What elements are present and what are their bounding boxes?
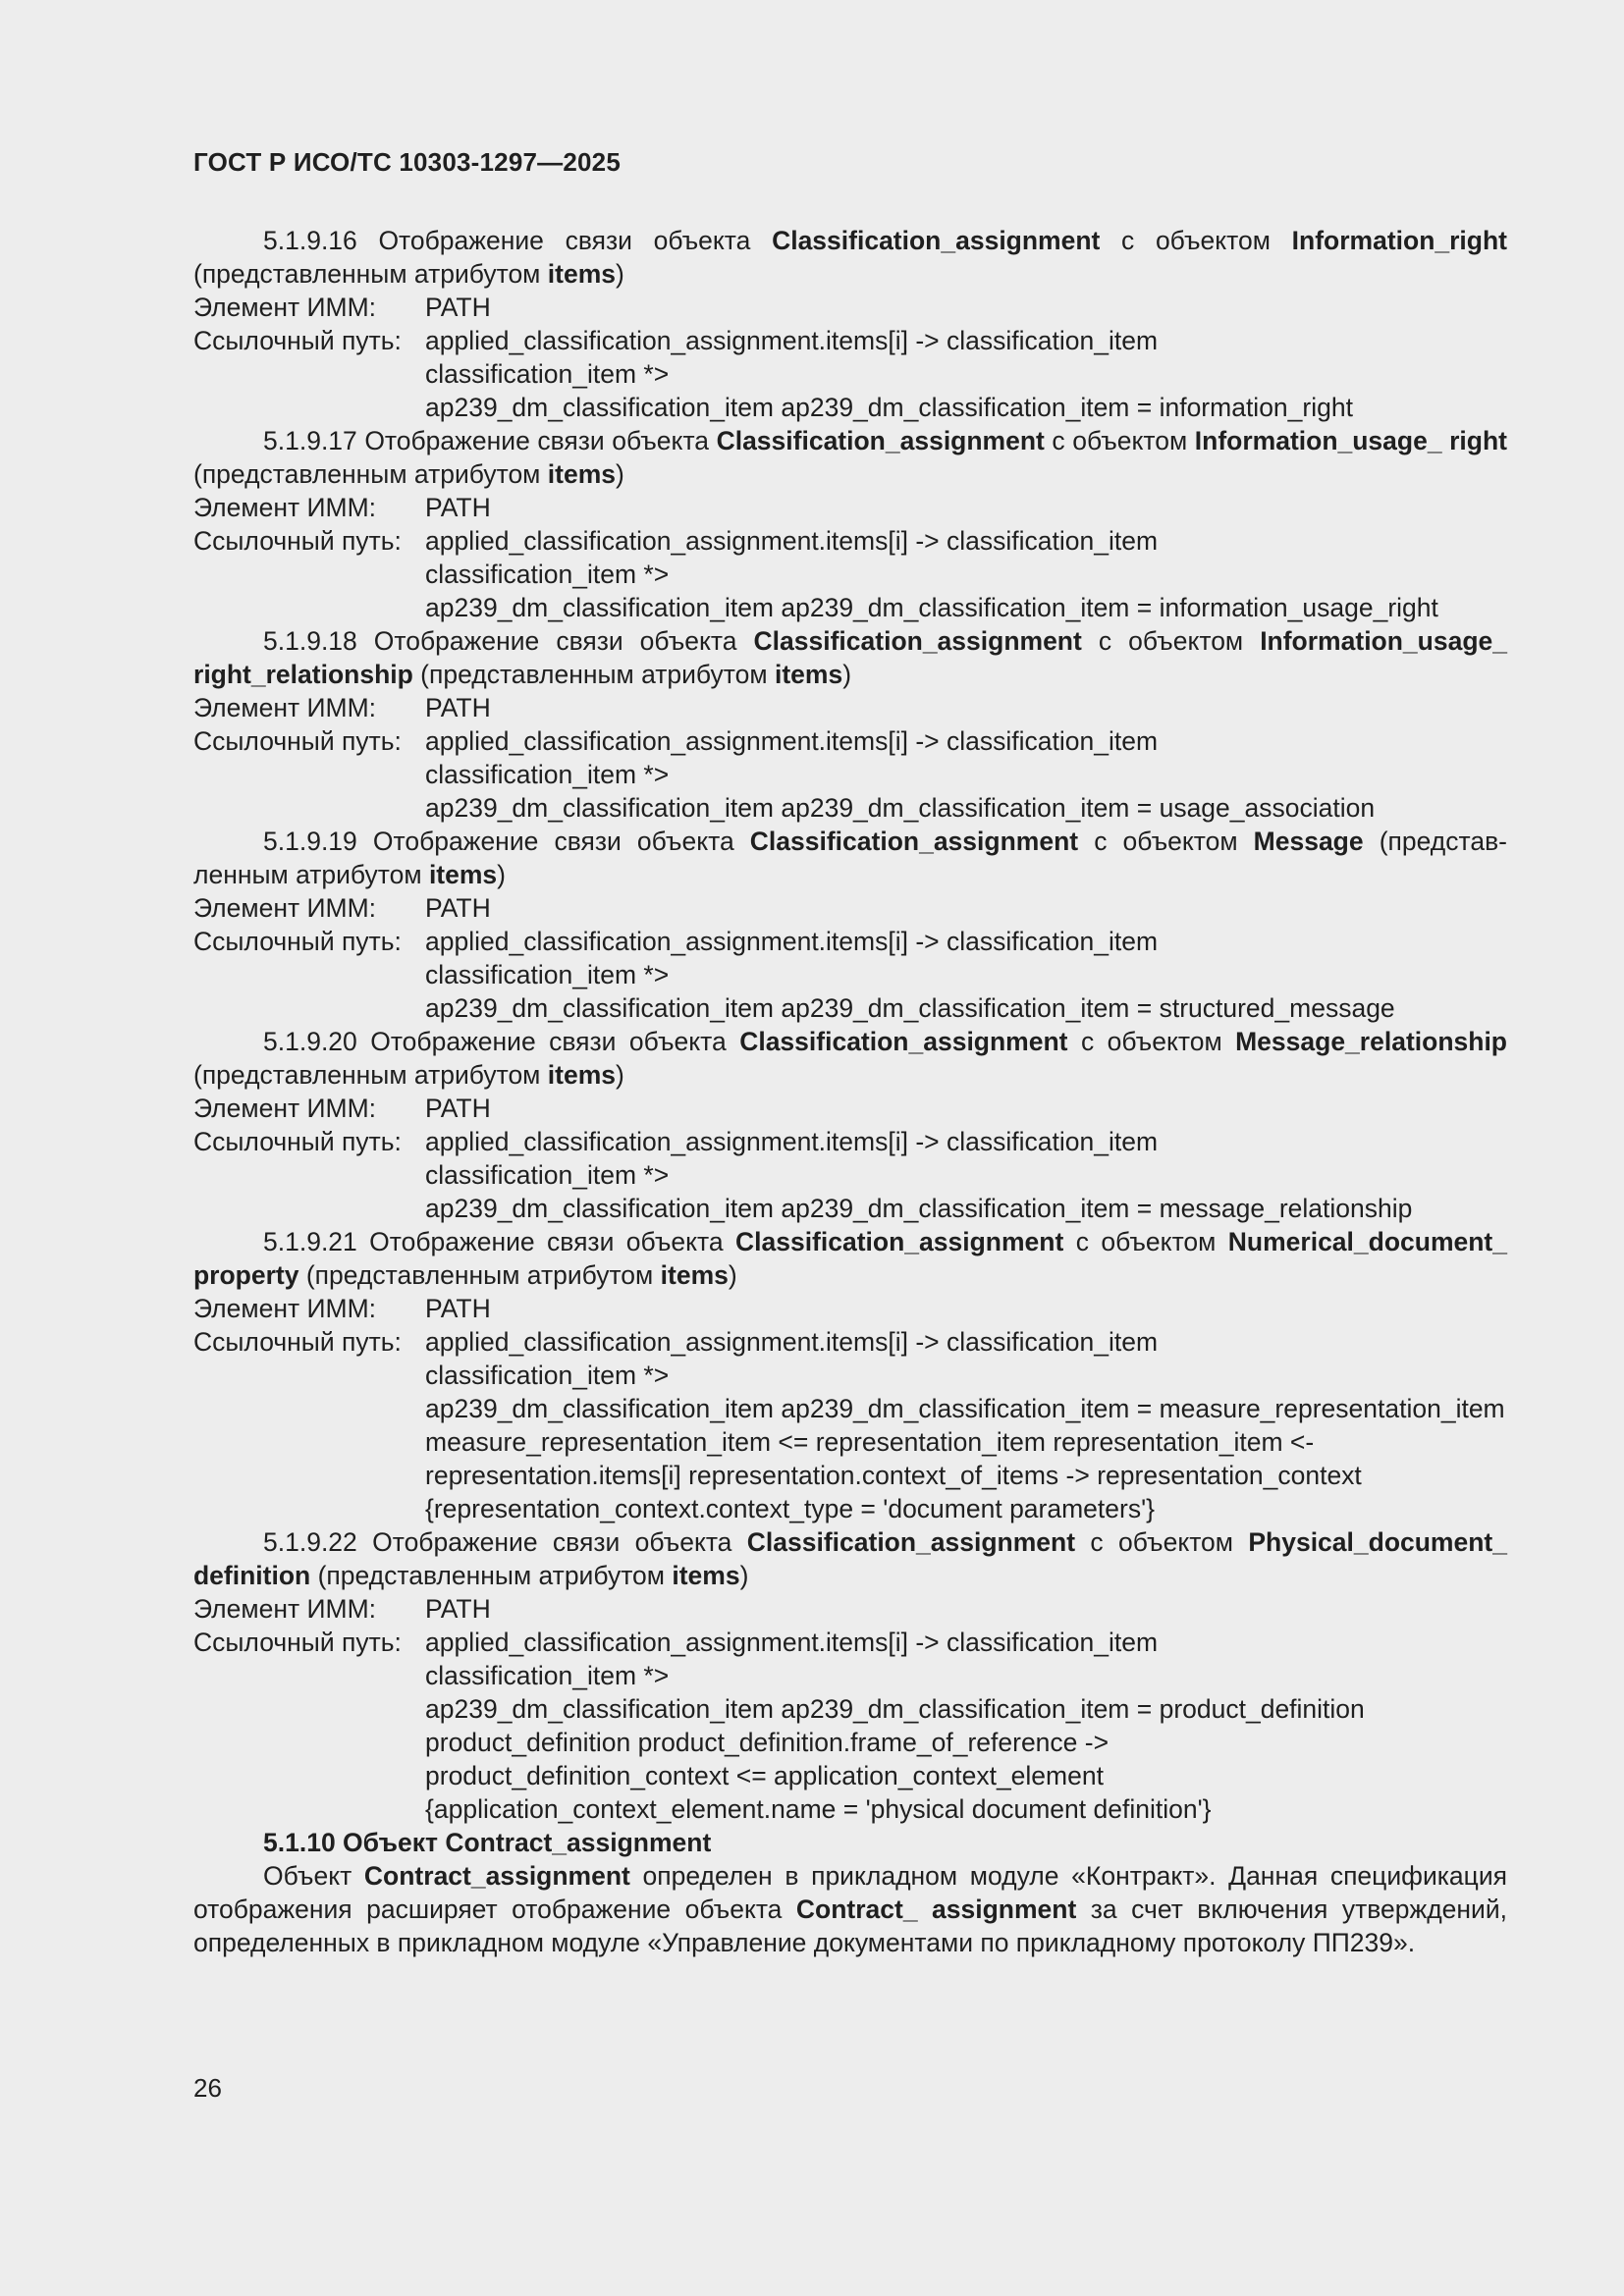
- heading-text: ): [728, 1260, 737, 1290]
- path-line: classification_item *>: [425, 960, 670, 989]
- heading-text: ): [616, 459, 624, 489]
- element-value: [425, 1592, 1507, 1626]
- heading-text: 5.1.9.21 Отображение связи объекта: [263, 1227, 735, 1256]
- element-label: Элемент ИММ:: [193, 1094, 377, 1123]
- path-label: Ссылочный путь:: [193, 326, 402, 355]
- bold-term: Message_relationship: [1235, 1027, 1507, 1056]
- path-label: Ссылочный путь:: [193, 526, 402, 556]
- mapping-section: [193, 624, 1507, 825]
- heading-text: 5.1.9.22 Отображение связи объекта: [263, 1527, 747, 1557]
- bold-term: Classification_assignment: [753, 626, 1082, 656]
- heading-text: ): [497, 860, 506, 889]
- path-line: ap239_dm_classification_item ap239_dm_classification_item = structured_message: [425, 993, 1395, 1023]
- element-label: Элемент ИММ:: [193, 693, 377, 722]
- bold-term: items: [428, 860, 498, 889]
- path-row: [193, 925, 1507, 1025]
- bold-term: Classification_assignment: [716, 426, 1045, 455]
- section-heading: [193, 1525, 1507, 1592]
- bold-term: Numerical_document_ property: [193, 1227, 1507, 1290]
- heading-text: 5.1.9.16 Отображение связи объекта: [263, 226, 773, 255]
- element-value-text: PATH: [425, 1294, 491, 1323]
- path-line: classification_item *>: [425, 1361, 670, 1390]
- path-line: classification_item *>: [425, 760, 670, 789]
- paragraph-text: за счет включения утверждений, определенных в прикладном модуле «Управление документами по прикладному протоколу ПП239».: [193, 1895, 1507, 1957]
- section-heading: [193, 424, 1507, 491]
- heading-text: (представленным атрибутом: [310, 1561, 673, 1590]
- bold-term: Information_right: [1291, 226, 1507, 255]
- path-line: applied_classification_assignment.items[i] -> classification_item: [425, 326, 1159, 355]
- bold-term: items: [547, 1060, 616, 1090]
- element-value: [425, 691, 1507, 724]
- path-line: applied_classification_assignment.items[i] -> classification_item: [425, 1127, 1159, 1156]
- heading-text: с объектом: [1044, 426, 1195, 455]
- heading-text: (представленным атрибутом: [193, 459, 548, 489]
- heading-text: с объектом: [1075, 1527, 1249, 1557]
- element-row: [193, 291, 1507, 324]
- path-line: applied_classification_assignment.items[i] -> classification_item: [425, 726, 1159, 756]
- path-line: classification_item *>: [425, 359, 670, 389]
- path-label: Ссылочный путь:: [193, 1327, 402, 1357]
- element-label: Элемент ИММ:: [193, 493, 377, 522]
- heading-text: с объектом: [1100, 226, 1292, 255]
- heading-text: 5.1.9.18 Отображение связи объекта: [263, 626, 754, 656]
- element-label: Элемент ИММ:: [193, 1594, 377, 1624]
- element-row: [193, 491, 1507, 524]
- subsection-paragraph: [193, 1859, 1507, 1959]
- path-line: classification_item *>: [425, 560, 670, 589]
- element-row: [193, 1092, 1507, 1125]
- element-value: [425, 1292, 1507, 1325]
- bold-term: Classification_assignment: [746, 1527, 1076, 1557]
- element-value-text: PATH: [425, 1094, 491, 1123]
- paragraph-text: определен в прикладном модуле «Контракт». Данная спецификация отображения расширяет отображение объекта: [193, 1861, 1508, 1924]
- element-value-text: PATH: [425, 293, 491, 322]
- element-value: [425, 891, 1507, 925]
- mapping-section: [193, 1025, 1507, 1225]
- heading-text: (представленным атрибутом: [193, 1060, 548, 1090]
- path-line: applied_classification_assignment.items[i] -> classification_item: [425, 1327, 1159, 1357]
- section-heading: [193, 825, 1507, 891]
- element-row: [193, 891, 1507, 925]
- element-label: Элемент ИММ:: [193, 293, 377, 322]
- path-line: {application_context_element.name = 'physical document definition'}: [425, 1794, 1212, 1824]
- mapping-section: [193, 424, 1507, 624]
- element-value: [425, 491, 1507, 524]
- element-row: [193, 691, 1507, 724]
- bold-term: items: [547, 459, 616, 489]
- path-line: measure_representation_item <= representation_item representation_item <-: [425, 1427, 1315, 1457]
- path-line: product_definition_context <= application_context_element: [425, 1761, 1104, 1790]
- paragraph-text: Объект: [263, 1861, 364, 1891]
- bold-term: items: [774, 660, 843, 689]
- path-label: Ссылочный путь:: [193, 1628, 402, 1657]
- document-header: ГОСТ Р ИСО/ТС 10303-1297—2025: [193, 147, 622, 177]
- heading-text: с объектом: [1078, 827, 1254, 856]
- heading-text: 5.1.9.17 Отображение связи объекта: [263, 426, 717, 455]
- element-value-text: PATH: [425, 493, 491, 522]
- bold-term: Contract_assignment: [363, 1861, 630, 1891]
- path-line: representation.items[i] representation.context_of_items -> representation_context: [425, 1461, 1362, 1490]
- path-value: [425, 724, 1507, 825]
- main-content: [193, 224, 1507, 1959]
- page-number: 26: [193, 2073, 222, 2103]
- bold-term: Information_usage_ right: [1194, 426, 1507, 455]
- path-line: product_definition product_definition.frame_of_reference ->: [425, 1728, 1110, 1757]
- path-value: [425, 925, 1507, 1025]
- path-label: Ссылочный путь:: [193, 927, 402, 956]
- path-row: [193, 724, 1507, 825]
- heading-text: ): [616, 259, 624, 289]
- bold-term: Message: [1253, 827, 1364, 856]
- bold-term: Classification_assignment: [734, 1227, 1064, 1256]
- heading-text: (представленным атрибутом: [298, 1260, 661, 1290]
- mapping-section: [193, 224, 1507, 424]
- section-heading: [193, 1025, 1507, 1092]
- bold-term: Classification_assignment: [749, 827, 1079, 856]
- heading-text: 5.1.9.20 Отображение связи объекта: [263, 1027, 740, 1056]
- path-row: [193, 1125, 1507, 1225]
- path-line: classification_item *>: [425, 1661, 670, 1690]
- element-value-text: PATH: [425, 893, 491, 923]
- element-value-text: PATH: [425, 1594, 491, 1624]
- section-heading: [193, 1225, 1507, 1292]
- heading-text: с объектом: [1063, 1227, 1228, 1256]
- element-row: [193, 1592, 1507, 1626]
- path-row: [193, 524, 1507, 624]
- element-value: [425, 291, 1507, 324]
- path-line: ap239_dm_classification_item ap239_dm_classification_item = message_relationship: [425, 1194, 1413, 1223]
- bold-term: items: [547, 259, 616, 289]
- path-row: [193, 1626, 1507, 1826]
- bold-term: Classification_assignment: [772, 226, 1101, 255]
- element-row: [193, 1292, 1507, 1325]
- element-label: Элемент ИММ:: [193, 1294, 377, 1323]
- bold-term: items: [672, 1561, 740, 1590]
- path-line: ap239_dm_classification_item ap239_dm_classification_item = usage_association: [425, 793, 1376, 823]
- path-row: [193, 1325, 1507, 1525]
- heading-text: 5.1.9.19 Отображение связи объекта: [263, 827, 750, 856]
- path-label: Ссылочный путь:: [193, 1127, 402, 1156]
- heading-text: с объектом: [1067, 1027, 1236, 1056]
- path-line: classification_item *>: [425, 1160, 670, 1190]
- mapping-section: [193, 1225, 1507, 1525]
- bold-term: Physical_document_ definition: [193, 1527, 1507, 1590]
- path-value: [425, 524, 1507, 624]
- bold-term: Classification_assignment: [739, 1027, 1068, 1056]
- heading-text: ): [616, 1060, 624, 1090]
- path-label: Ссылочный путь:: [193, 726, 402, 756]
- path-line: ap239_dm_classification_item ap239_dm_classification_item = information_right: [425, 393, 1353, 422]
- path-value: [425, 1626, 1507, 1826]
- path-line: ap239_dm_classification_item ap239_dm_classification_item = information_usage_right: [425, 593, 1438, 622]
- element-label: Элемент ИММ:: [193, 893, 377, 923]
- section-heading: [193, 624, 1507, 691]
- path-line: applied_classification_assignment.items[i] -> classification_item: [425, 1628, 1159, 1657]
- path-line: ap239_dm_classification_item ap239_dm_classification_item = product_definition: [425, 1694, 1365, 1724]
- path-line: applied_classification_assignment.items[i] -> classification_item: [425, 927, 1159, 956]
- heading-text: (представленным атрибутом: [193, 827, 1507, 889]
- path-row: [193, 324, 1507, 424]
- path-line: applied_classification_assignment.items[i] -> classification_item: [425, 526, 1159, 556]
- bold-term: items: [660, 1260, 729, 1290]
- path-value: [425, 324, 1507, 424]
- heading-text: с объектом: [1081, 626, 1261, 656]
- bold-term: Information_usage_ right_relationship: [193, 626, 1507, 689]
- path-value: [425, 1325, 1507, 1525]
- heading-text: ): [739, 1561, 749, 1590]
- path-value: [425, 1125, 1507, 1225]
- mapping-section: [193, 825, 1507, 1025]
- path-line: {representation_context.context_type = 'document parameters'}: [425, 1494, 1156, 1523]
- path-line: ap239_dm_classification_item ap239_dm_classification_item = measure_representation_item: [425, 1394, 1505, 1423]
- heading-text: (представленным атрибутом: [412, 660, 775, 689]
- mapping-section: [193, 1525, 1507, 1826]
- subsection-title: 5.1.10 Объект Contract_assignment: [263, 1828, 712, 1857]
- heading-text: (представленным атрибутом: [193, 259, 548, 289]
- section-heading: [193, 224, 1507, 291]
- element-value-text: PATH: [425, 693, 491, 722]
- heading-text: ): [842, 660, 852, 689]
- element-value: [425, 1092, 1507, 1125]
- bold-term: Contract_ assignment: [795, 1895, 1077, 1924]
